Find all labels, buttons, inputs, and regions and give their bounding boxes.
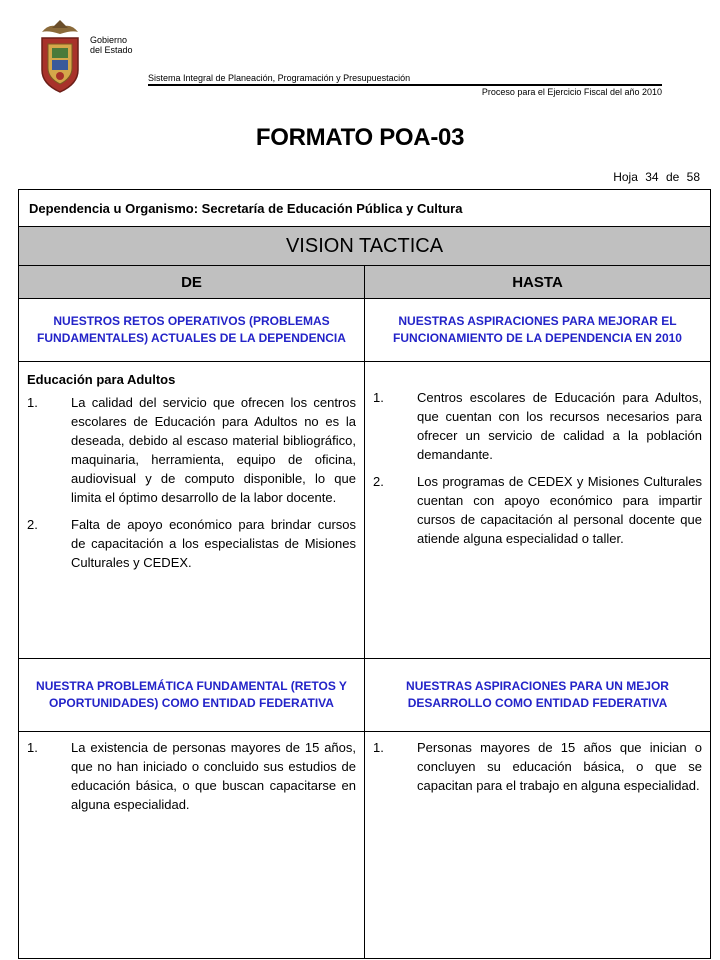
poa-table [18, 189, 711, 959]
state-seal-icon [36, 18, 84, 96]
section1-hasta-cell [365, 362, 711, 659]
list-item: 1. La existencia de personas mayores de 15 años, que no han iniciado o concluido sus estudios de educación básica, o que buscan capacitarse en alguna especialidad. [27, 740, 356, 812]
list-item: 2. Falta de apoyo económico para brindar cursos de capacitación a los especialistas de Misiones Culturales y CEDEX. [27, 517, 356, 570]
gobierno-label: Gobierno del Estado [90, 35, 133, 55]
section2-de-cell [19, 732, 365, 959]
column-hasta: HASTA [365, 266, 711, 299]
list-item: 1. Personas mayores de 15 años que inician o concluyen su educación básica, o que se capacitan para el trabajo en alguna especialidad. [373, 740, 702, 793]
page-title: FORMATO POA-03 [255, 124, 465, 151]
vision-tactica-band: VISION TACTICA [19, 227, 711, 266]
dependencia-row: Dependencia u Organismo: Secretaría de Educación Pública y Cultura [19, 190, 711, 227]
section1-de-heading: NUESTROS RETOS OPERATIVOS (PROBLEMAS FUNDAMENTALES) ACTUALES DE LA DEPENDENCIA [19, 299, 365, 362]
system-name: Sistema Integral de Planeación, Programación y Presupuestación [148, 73, 411, 83]
section1-hasta-heading: NUESTRAS ASPIRACIONES PARA MEJORAR EL FUNCIONAMIENTO DE LA DEPENDENCIA EN 2010 [365, 299, 711, 362]
section1-subtitle: Educación para Adultos [27, 372, 176, 387]
section2-hasta-cell [365, 732, 711, 959]
column-de: DE [19, 266, 365, 299]
process-label: Proceso para el Ejercicio Fiscal del año 2010 [481, 87, 662, 97]
section2-de-heading: NUESTRA PROBLEMÁTICA FUNDAMENTAL (RETOS Y OPORTUNIDADES) COMO ENTIDAD FEDERATIVA [19, 659, 365, 732]
page-counter: Hoja 34 de 58 [613, 170, 700, 184]
list-item: 1. La calidad del servicio que ofrecen los centros escolares de Educación para Adultos no es la deseada, debido al escaso material bibliográfico, maquinaria, herramienta, equipo de oficina, audiovisual y de computo disponible, lo que limita el óptimo desarrollo de la labor docente. [27, 395, 356, 505]
list-item: 2. Los programas de CEDEX y Misiones Culturales cuentan con apoyo económico para impartir cursos de capacitación al personal docente que atiende alguna especialidad o taller. [373, 474, 702, 546]
header-rule [148, 84, 662, 86]
list-item: 1. Centros escolares de Educación para Adultos, que cuentan con los recursos necesarios para ofrecer un servicio de calidad a la población demandante. [373, 390, 702, 462]
page-header [0, 0, 720, 110]
section2-hasta-heading: NUESTRAS ASPIRACIONES PARA UN MEJOR DESARROLLO COMO ENTIDAD FEDERATIVA [365, 659, 711, 732]
section1-de-cell [19, 362, 365, 659]
